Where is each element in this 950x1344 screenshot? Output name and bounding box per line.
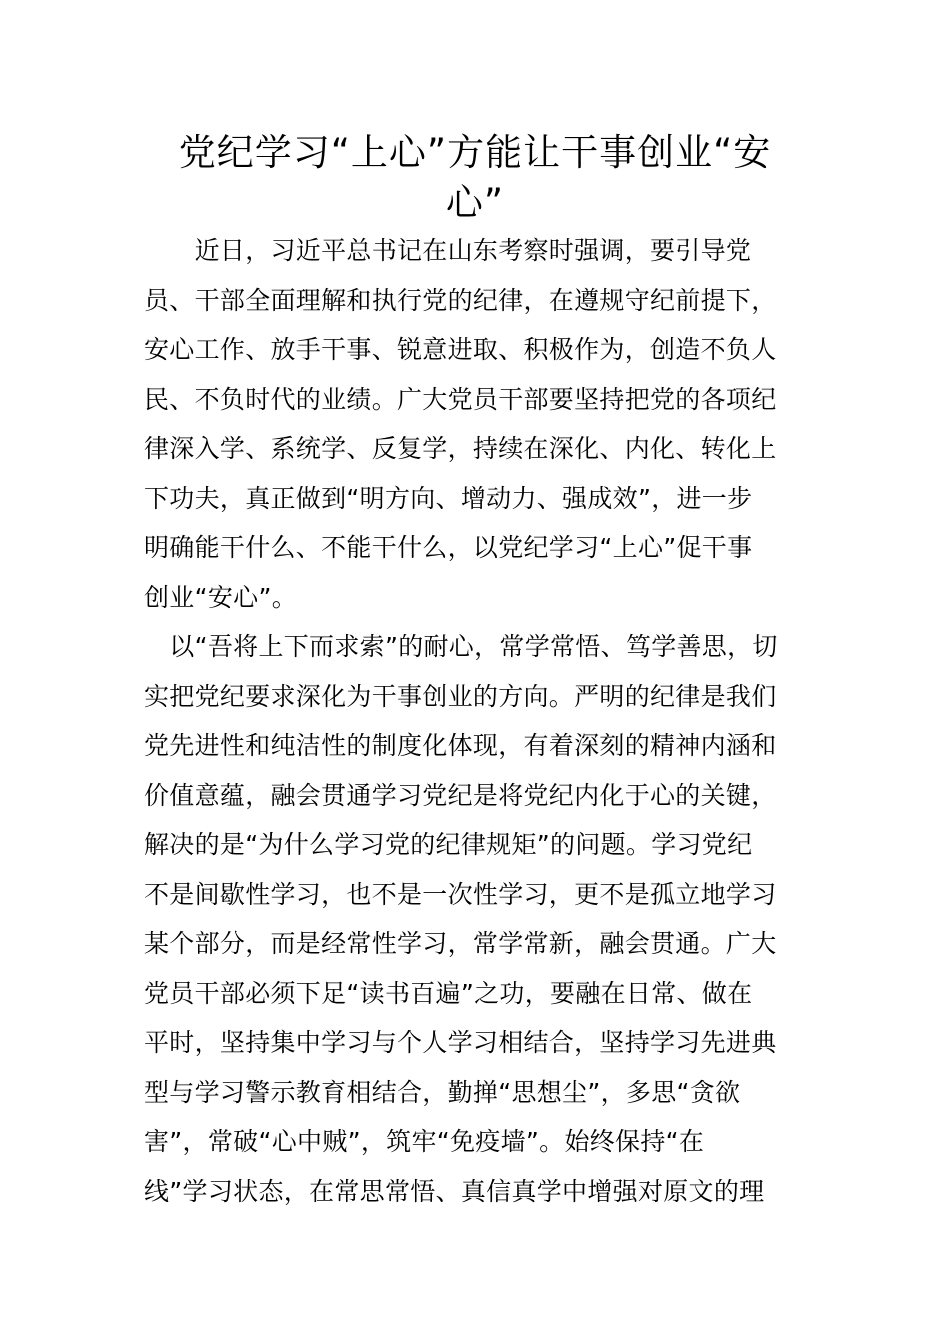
paragraph-line: 创业“安心”。: [144, 582, 298, 612]
paragraph-line: 党员干部必须下足“读书百遍”之功，要融在日常、做在: [144, 978, 753, 1008]
paragraph-line: 近日，习近平总书记在山东考察时强调，要引导党: [144, 236, 752, 265]
paragraph-line: 实把党纪要求深化为干事创业的方向。严明的纪律是我们: [144, 681, 777, 711]
paragraph-line: 安心工作、放手干事、锐意进取、积极作为，创造不负人: [144, 335, 777, 364]
paragraph-line: 线”学习状态，在常思常悟、真信真学中增强对原文的理: [144, 1176, 765, 1206]
paragraph-line: 员、干部全面理解和执行党的纪律，在遵规守纪前提下，: [144, 285, 777, 315]
paragraph-line: 党先进性和纯洁性的制度化体现，有着深刻的精神内涵和: [144, 731, 777, 760]
document-title: [140, 128, 810, 228]
paragraph-line: 不是间歇性学习，也不是一次性学习，更不是孤立地学习: [144, 879, 777, 909]
paragraph-line: 价值意蕴，融会贯通学习党纪是将党纪内化于心的关键，: [144, 780, 777, 810]
paragraph-2: [144, 622, 814, 1216]
paragraph-line: 某个部分，而是经常性学习，常学常新，融会贯通。广大: [144, 929, 777, 958]
paragraph-1: [144, 226, 814, 622]
paragraph-line: 律深入学、系统学、反复学，持续在深化、内化、转化上: [144, 434, 777, 463]
paragraph-line: 解决的是“为什么学习党的纪律规矩”的问题。学习党纪: [144, 830, 753, 859]
paragraph-line: 平时，坚持集中学习与个人学习相结合，坚持学习先进典: [144, 1028, 777, 1057]
paragraph-line: 下功夫，真正做到“明方向、增动力、强成效”，进一步: [144, 483, 753, 513]
title-line-2: 心”: [445, 181, 505, 224]
document-body: [144, 226, 814, 1216]
paragraph-line: 型与学习警示教育相结合，勤掸“思想尘”，多思“贪欲: [144, 1077, 741, 1107]
paragraph-line: 明确能干什么、不能干什么，以党纪学习“上心”促干事: [144, 533, 753, 562]
paragraph-line: 民、不负时代的业绩。广大党员干部要坚持把党的各项纪: [144, 384, 777, 414]
title-line-1: 党纪学习“上心”方能让干事创业“安: [178, 131, 772, 174]
paragraph-line: 害”，常破“心中贼”，筑牢“免疫墙”。始终保持“在: [144, 1127, 705, 1156]
paragraph-line: 以“吾将上下而求索”的耐心，常学常悟、笃学善思，切: [144, 632, 778, 661]
